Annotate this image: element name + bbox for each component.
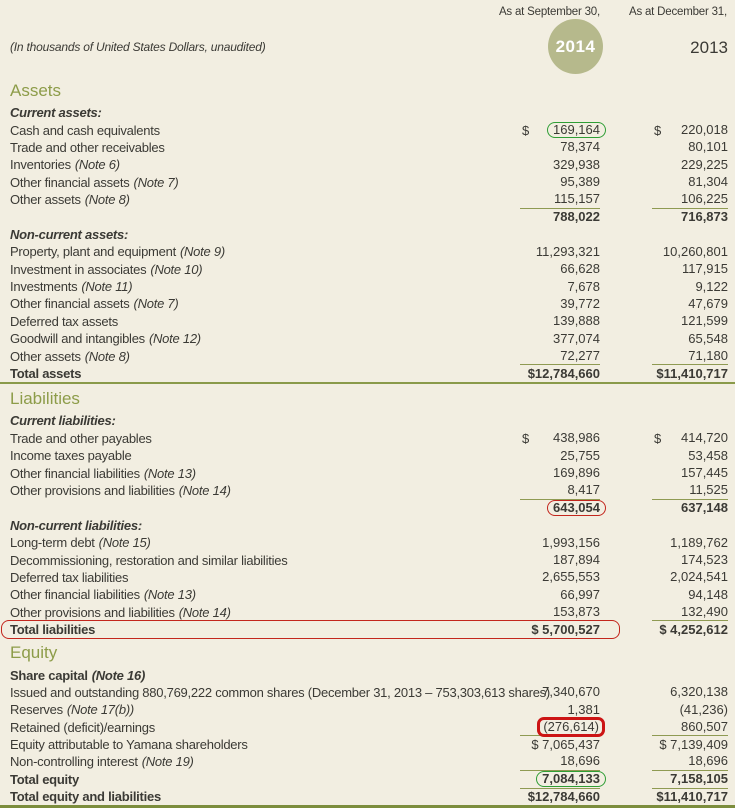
value-2013 <box>652 347 728 365</box>
row-note: (Note 15) <box>98 535 151 551</box>
value-2014 <box>520 139 600 156</box>
value-number: 66,997 <box>560 586 600 602</box>
value-2013 <box>652 226 728 243</box>
highlight-box-green: 7,084,133 <box>536 771 606 787</box>
row-label: Income taxes payable <box>10 448 132 464</box>
value-2013 <box>652 174 728 191</box>
value-number: 1,993,156 <box>542 534 600 550</box>
value-number: 157,445 <box>681 465 728 481</box>
value-2013 <box>652 718 728 736</box>
table-row <box>0 447 735 464</box>
value-number: 139,888 <box>553 313 600 329</box>
column-header-2014: As at September 30, <box>498 6 600 18</box>
row-label-cell <box>10 448 520 463</box>
value-2013 <box>652 430 728 447</box>
value-number: $ 7,139,409 <box>659 736 728 752</box>
value-number: (41,236) <box>679 701 728 717</box>
value-2013 <box>652 104 728 121</box>
row-label: Other assets <box>10 348 81 364</box>
row-label: Trade and other receivables <box>10 139 165 155</box>
value-number: 438,986 <box>553 430 600 446</box>
value-2013 <box>652 534 728 551</box>
value-number: 637,148 <box>681 499 728 515</box>
table-row <box>0 586 735 603</box>
year-2014-badge: 2014 <box>548 19 603 74</box>
value-2013 <box>652 190 728 208</box>
value-number: 1,381 <box>567 701 600 717</box>
row-label-cell <box>10 192 520 207</box>
value-number: 10,260,801 <box>662 243 728 259</box>
row-note: (Note 13) <box>143 587 196 603</box>
row-note: (Note 12) <box>148 331 201 347</box>
value-number: 66,628 <box>560 261 600 277</box>
value-number: 220,018 <box>681 122 728 138</box>
table-row <box>0 174 735 191</box>
value-number: 860,507 <box>681 718 728 734</box>
value-2014 <box>520 208 600 225</box>
row-label-cell <box>10 587 520 602</box>
row-label: Deferred tax assets <box>10 313 118 329</box>
row-label: Deferred tax liabilities <box>10 569 129 585</box>
value-2013 <box>652 499 728 516</box>
section-title: Equity <box>10 643 58 663</box>
value-2014 <box>520 447 600 464</box>
row-note: (Note 7) <box>133 174 179 190</box>
value-number: 377,074 <box>553 330 600 346</box>
value-number: 7,340,670 <box>542 684 600 700</box>
value-2013 <box>652 278 728 295</box>
value-2014 <box>520 586 600 603</box>
row-label-cell <box>10 262 520 277</box>
value-2013 <box>652 121 728 138</box>
value-number: 11,293,321 <box>535 243 600 259</box>
value-number: 65,548 <box>688 330 728 346</box>
table-header <box>0 0 735 76</box>
value-2014 <box>520 753 600 771</box>
row-label-cell <box>10 244 520 259</box>
table-row <box>0 430 735 447</box>
row-label-cell <box>10 157 520 172</box>
value-2013 <box>652 603 728 621</box>
row-label: Non-current liabilities: <box>10 517 142 533</box>
row-label: Non-controlling interest <box>10 754 138 770</box>
row-label-cell <box>10 668 520 683</box>
value-2013 <box>652 481 728 499</box>
row-note: (Note 6) <box>74 157 120 173</box>
row-label-cell <box>10 622 520 637</box>
row-label-cell <box>10 605 520 620</box>
row-label-cell <box>10 684 551 700</box>
value-2013 <box>652 313 728 330</box>
value-number: 80,101 <box>688 139 728 155</box>
value-number: 47,679 <box>688 295 728 311</box>
row-label: Issued and outstanding 880,769,222 common shares (December 31, 2013 – 753,303,613 shares) <box>10 684 551 700</box>
row-label-cell <box>10 349 520 364</box>
value-2014 <box>520 430 600 447</box>
value-2014 <box>520 121 600 138</box>
table-row <box>0 684 735 701</box>
row-label: Decommissioning, restoration and similar liabilities <box>10 552 288 568</box>
row-note: (Note 17(b)) <box>66 702 134 718</box>
value-2013 <box>652 736 728 753</box>
row-note: (Note 14) <box>178 483 231 498</box>
value-2014 <box>520 156 600 173</box>
row-label: Current liabilities: <box>10 413 116 429</box>
row-label-cell <box>10 702 520 717</box>
row-label: Other provisions and liabilities <box>10 483 175 498</box>
value-number: 2,655,553 <box>542 569 600 585</box>
table-row <box>0 482 735 499</box>
value-2014 <box>520 261 600 278</box>
row-note: (Note 10) <box>150 261 203 277</box>
value-2014 <box>520 313 600 330</box>
row-label-cell <box>10 140 520 155</box>
row-label-cell <box>10 570 520 585</box>
value-2014 <box>520 104 600 121</box>
row-label-cell <box>10 331 520 346</box>
value-number: 72,277 <box>560 347 600 363</box>
row-label-cell <box>10 227 520 242</box>
value-number: 11,525 <box>689 482 728 497</box>
row-label: Investment in associates <box>10 261 147 277</box>
value-2013 <box>652 621 728 638</box>
dollar-sign: $ <box>522 430 530 446</box>
value-number: 115,157 <box>553 191 600 207</box>
table-row <box>0 464 735 481</box>
value-number: $ 7,065,437 <box>531 736 600 752</box>
row-note: (Note 14) <box>178 604 231 620</box>
row-label-cell <box>10 366 520 381</box>
row-label-cell <box>10 296 520 311</box>
value-2013 <box>652 684 728 701</box>
row-label: Other financial assets <box>10 174 130 190</box>
highlight-box-green: 169,164 <box>547 122 606 138</box>
value-2013 <box>652 586 728 603</box>
row-label-cell <box>10 535 520 550</box>
row-note: (Note 19) <box>141 754 194 770</box>
table-row <box>0 365 735 384</box>
value-2014 <box>520 603 600 621</box>
value-2014 <box>520 481 600 499</box>
row-label-cell <box>10 754 520 769</box>
row-note: (Note 7) <box>133 296 179 312</box>
value-2014 <box>520 295 600 312</box>
value-number: 716,873 <box>681 209 728 225</box>
table-row <box>0 261 735 278</box>
value-number: $11,410,717 <box>656 365 728 381</box>
row-label: Investments <box>10 279 78 295</box>
value-number: 121,599 <box>681 313 728 329</box>
value-2014 <box>520 330 600 347</box>
table-row <box>0 753 735 770</box>
row-label: Other provisions and liabilities <box>10 604 175 620</box>
value-2013 <box>652 464 728 481</box>
value-2014 <box>520 412 600 429</box>
value-2014 <box>520 718 600 736</box>
table-row <box>0 604 735 621</box>
row-note: (Note 9) <box>179 244 225 260</box>
value-2014 <box>520 666 600 683</box>
row-note: (Note 8) <box>84 192 130 208</box>
value-2013 <box>652 753 728 771</box>
row-label: Goodwill and intangibles <box>10 331 145 347</box>
row-label: Total assets <box>10 366 82 382</box>
row-label-cell <box>10 518 520 533</box>
value-number: 18,696 <box>560 753 600 769</box>
value-number: 153,873 <box>553 603 600 619</box>
value-number: 9,122 <box>695 278 728 294</box>
table-row <box>0 771 735 788</box>
value-2013 <box>652 330 728 347</box>
value-2014 <box>520 736 600 753</box>
table-row <box>0 104 735 121</box>
row-note: (Note 8) <box>84 348 130 364</box>
row-label: Cash and cash equivalents <box>10 122 160 138</box>
dollar-sign: $ <box>522 122 530 138</box>
value-number: $ 4,252,612 <box>659 621 728 637</box>
value-number: 39,772 <box>560 295 600 311</box>
value-2013 <box>652 447 728 464</box>
year-2013-label: 2013 <box>690 38 728 57</box>
value-number: 6,320,138 <box>670 684 728 700</box>
value-2014 <box>520 569 600 586</box>
table-row <box>0 191 735 208</box>
highlight-box-redthick: (276,614) <box>537 717 605 737</box>
table-row <box>0 736 735 753</box>
statement-body <box>0 80 735 808</box>
row-label-cell <box>10 720 520 735</box>
value-2014 <box>520 621 600 638</box>
value-2014 <box>520 534 600 551</box>
row-label-cell <box>10 413 520 428</box>
value-2013 <box>652 261 728 278</box>
value-number: 95,389 <box>560 174 600 190</box>
value-number: 2,024,541 <box>670 569 728 585</box>
value-2013 <box>652 412 728 429</box>
value-number: 329,938 <box>553 156 600 172</box>
value-number: 7,158,105 <box>670 770 728 786</box>
value-2014 <box>520 243 600 260</box>
row-label: Inventories <box>10 157 71 173</box>
value-2014 <box>520 517 600 534</box>
table-row <box>0 313 735 330</box>
row-label: Total equity <box>10 771 79 787</box>
table-row <box>0 517 735 534</box>
row-note: (Note 13) <box>143 465 196 481</box>
value-number: 71,180 <box>688 347 728 363</box>
value-2013 <box>652 551 728 568</box>
row-label: Property, plant and equipment <box>10 244 176 260</box>
value-2014 <box>520 278 600 295</box>
value-2014 <box>520 464 600 481</box>
table-row <box>0 499 735 516</box>
row-label-cell <box>10 314 520 329</box>
value-number: 53,458 <box>688 447 728 463</box>
dollar-sign: $ <box>654 430 662 446</box>
value-number: 94,148 <box>688 586 728 602</box>
value-number: 7,678 <box>567 278 600 294</box>
value-2014 <box>520 770 600 788</box>
value-2013 <box>652 208 728 225</box>
table-row <box>0 330 735 347</box>
row-note: (Note 16) <box>91 667 146 683</box>
row-label: Other financial liabilities <box>10 587 140 603</box>
value-2014 <box>520 365 600 382</box>
value-2014 <box>520 701 600 718</box>
value-2013 <box>652 295 728 312</box>
value-number: 106,225 <box>681 191 728 207</box>
section-title: Liabilities <box>10 389 80 409</box>
table-row <box>0 551 735 568</box>
value-number: 1,189,762 <box>670 534 728 550</box>
row-label: Current assets: <box>10 105 102 121</box>
value-number: 18,696 <box>688 753 728 769</box>
table-row <box>0 121 735 138</box>
row-label: Equity attributable to Yamana shareholders <box>10 737 248 753</box>
row-label: Share capital <box>10 667 88 683</box>
row-label-cell <box>10 772 520 787</box>
row-label-cell <box>10 466 520 481</box>
value-2014 <box>520 551 600 568</box>
value-number: 187,894 <box>553 552 600 568</box>
value-number: 81,304 <box>688 174 728 190</box>
table-row <box>0 701 735 718</box>
value-number: $12,784,660 <box>527 365 600 381</box>
value-number: 8,417 <box>567 482 600 497</box>
dollar-sign: $ <box>654 122 662 138</box>
row-note: (Note 11) <box>81 279 133 295</box>
value-number: $11,410,717 <box>656 788 728 804</box>
value-number: 78,374 <box>560 139 600 155</box>
value-2013 <box>652 156 728 173</box>
table-row <box>0 347 735 364</box>
table-row <box>0 278 735 295</box>
value-number: 25,755 <box>560 447 600 463</box>
row-label-cell <box>10 175 520 190</box>
row-label: Trade and other payables <box>10 430 152 446</box>
table-row <box>0 243 735 260</box>
table-row <box>0 226 735 243</box>
value-2014 <box>520 684 600 701</box>
value-2014 <box>520 347 600 365</box>
value-2013 <box>652 569 728 586</box>
value-2013 <box>652 365 728 382</box>
table-row <box>0 569 735 586</box>
row-label-cell <box>10 123 520 138</box>
value-2014 <box>520 174 600 191</box>
row-label-cell <box>10 431 520 446</box>
value-2013 <box>652 517 728 534</box>
row-label-cell <box>10 279 520 294</box>
row-label: Reserves <box>10 702 63 718</box>
row-label: Retained (deficit)/earnings <box>10 719 155 735</box>
value-number: 169,896 <box>553 465 600 481</box>
row-label-cell <box>10 737 520 752</box>
row-label: Total equity and liabilities <box>10 789 161 805</box>
table-row <box>0 788 735 808</box>
row-label: Total liabilities <box>10 622 96 638</box>
value-2014 <box>520 226 600 243</box>
table-row <box>0 139 735 156</box>
value-number: 788,022 <box>553 209 600 225</box>
row-label: Non-current assets: <box>10 226 129 242</box>
row-label-cell <box>10 483 520 498</box>
table-row <box>0 208 735 225</box>
row-label-cell <box>10 553 520 568</box>
value-number: $ 5,700,527 <box>531 621 600 637</box>
value-number: 414,720 <box>681 430 728 446</box>
row-label: Other financial assets <box>10 296 130 312</box>
column-header-2013: As at December 31, <box>628 6 727 18</box>
value-2013 <box>652 243 728 260</box>
value-2013 <box>652 770 728 788</box>
table-row <box>0 534 735 551</box>
value-number: $12,784,660 <box>527 788 600 804</box>
table-row <box>0 156 735 173</box>
unit-note: (In thousands of United States Dollars, unaudited) <box>10 40 266 54</box>
table-row <box>0 295 735 312</box>
table-row <box>0 666 735 683</box>
value-2014 <box>520 190 600 208</box>
table-row <box>0 412 735 429</box>
row-label: Long-term debt <box>10 535 95 551</box>
value-2013 <box>652 701 728 718</box>
row-label-cell <box>10 105 520 120</box>
value-2014 <box>520 499 600 516</box>
value-2013 <box>652 788 728 805</box>
row-label: Other financial liabilities <box>10 465 140 481</box>
value-number: 229,225 <box>681 156 728 172</box>
table-row <box>0 719 735 736</box>
highlight-box-red: 643,054 <box>547 500 606 516</box>
section-title: Assets <box>10 81 62 100</box>
value-number: 174,523 <box>681 552 728 568</box>
value-2014 <box>520 788 600 805</box>
value-number: 132,490 <box>681 603 728 619</box>
row-label-cell <box>10 789 520 804</box>
value-2013 <box>652 139 728 156</box>
value-2013 <box>652 666 728 683</box>
table-row <box>0 621 735 638</box>
row-label: Other assets <box>10 192 81 208</box>
value-number: 117,915 <box>681 261 728 277</box>
